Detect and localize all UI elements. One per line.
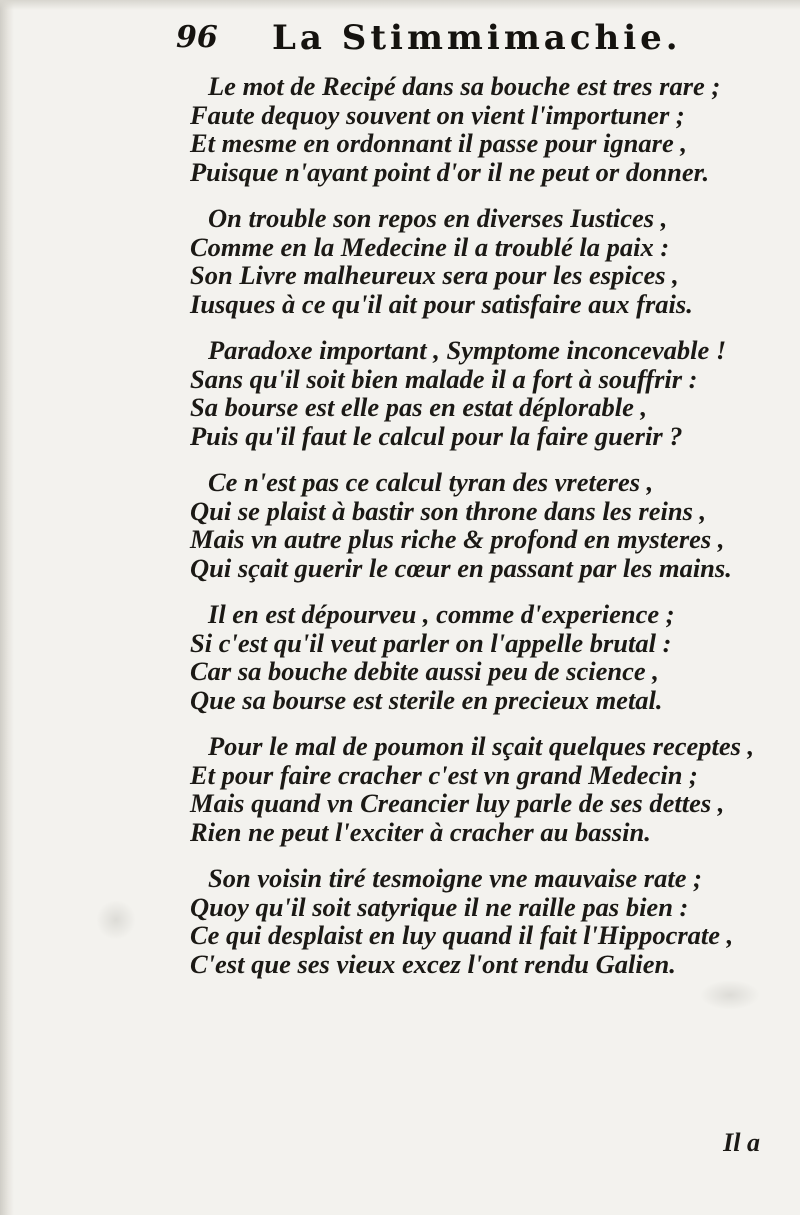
verse-line: Sa bourse est elle pas en estat déplorable , [190, 392, 648, 422]
verse-line: Ce n'est pas ce calcul tyran des vreteres , [208, 467, 654, 497]
stanza [190, 468, 776, 582]
verse-line: Son voisin tiré tesmoigne vne mauvaise rate ; [208, 863, 702, 893]
stanza [190, 732, 776, 846]
page-edge-shadow [0, 0, 14, 1215]
verse-line: Il en est dépourveu , comme d'experience ; [208, 599, 675, 629]
verse-line: Rien ne peut l'exciter à cracher au bassin. [190, 816, 651, 847]
verse-line: Mais vn autre plus riche & profond en mysteres , [190, 524, 725, 554]
running-title: La Stimmimachie. [272, 18, 682, 58]
verse-line: Que sa bourse est sterile en precieux metal. [190, 684, 663, 715]
verse-line: On trouble son repos en diverses Iustices , [208, 203, 668, 233]
verse-line: Le mot de Recipé dans sa bouche est tres rare ; [208, 71, 721, 101]
verse-line: Quoy qu'il soit satyrique il ne raille pas bien : [190, 891, 689, 922]
verse-line: Car sa bouche debite aussi peu de science , [190, 656, 659, 686]
poem-body [190, 72, 776, 996]
verse-line: Comme en la Medecine il a troublé la paix : [190, 231, 670, 262]
verse-line: Pour le mal de poumon il sçait quelques receptes , [208, 731, 755, 761]
stanza [190, 600, 776, 714]
verse-line: Ce qui desplaist en luy quand il fait l'Hippocrate , [190, 920, 734, 950]
verse-line: Paradoxe important , Symptome inconcevable ! [208, 335, 727, 365]
stanza [190, 336, 776, 450]
verse-line: Si c'est qu'il veut parler on l'appelle brutal : [190, 627, 672, 658]
verse-line: Iusques à ce qu'il ait pour satisfaire aux frais. [190, 288, 693, 319]
verse-line: Faute dequoy souvent on vient l'importuner ; [190, 99, 685, 130]
verse-line: Puisque n'ayant point d'or il ne peut or donner. [190, 156, 710, 187]
stanza [190, 204, 776, 318]
verse-line: Qui se plaist à bastir son throne dans les reins , [190, 495, 707, 526]
ink-smudge [96, 900, 136, 940]
page-top-shadow [0, 0, 800, 10]
catchword: Il a [723, 1128, 760, 1157]
verse-line: Son Livre malheureux sera pour les espices , [190, 260, 679, 290]
stanza [190, 72, 776, 186]
verse-line: Et mesme en ordonnant il passe pour ignare , [190, 128, 687, 158]
verse-line: Sans qu'il soit bien malade il a fort à souffrir : [190, 363, 698, 394]
page-number: 96 [176, 20, 218, 55]
verse-line: Puis qu'il faut le calcul pour la faire guerir ? [190, 420, 683, 451]
verse-line: C'est que ses vieux excez l'ont rendu Galien. [190, 948, 676, 979]
verse-line: Qui sçait guerir le cœur en passant par les mains. [190, 552, 732, 583]
page-header [176, 18, 770, 62]
verse-line: Mais quand vn Creancier luy parle de ses dettes , [190, 788, 725, 818]
stanza [190, 864, 776, 978]
verse-line: Et pour faire cracher c'est vn grand Medecin ; [190, 759, 698, 790]
